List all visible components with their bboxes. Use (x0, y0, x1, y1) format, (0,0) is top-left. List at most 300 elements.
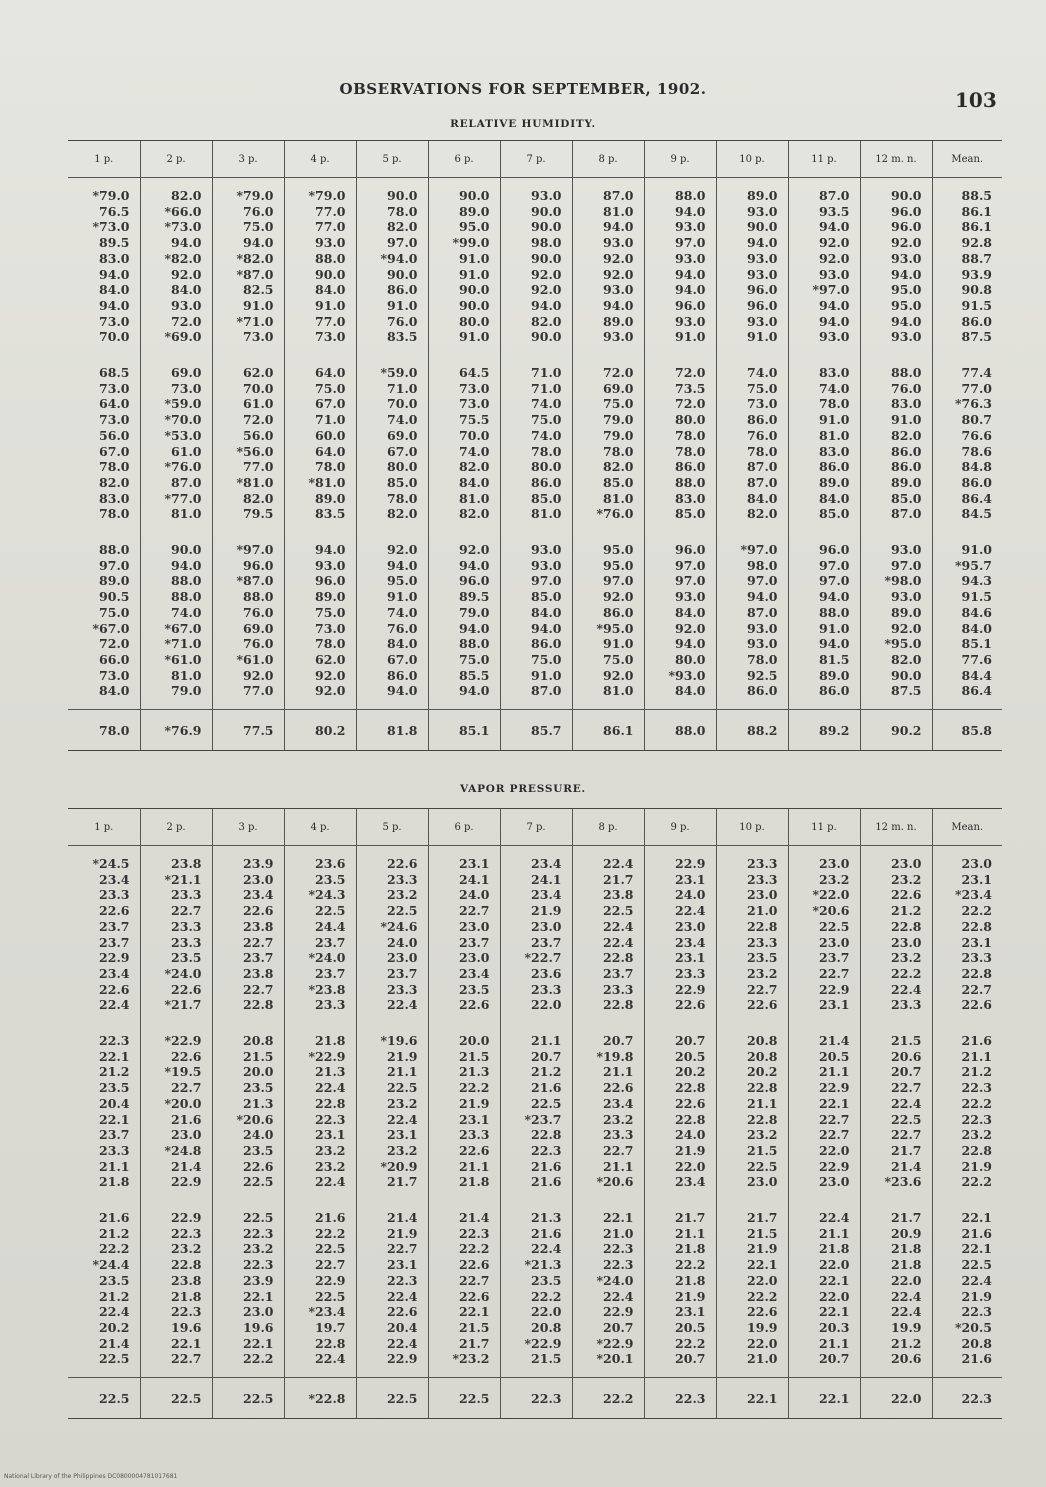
humidity-value: 91.5 (961, 589, 992, 605)
humidity-value: 86.0 (819, 459, 850, 475)
humidity-value: 75.0 (603, 651, 634, 667)
humidity-value: 84.6 (961, 604, 992, 620)
vapor-value: 20.8 (243, 1033, 274, 1049)
vapor-value: 22.5 (315, 903, 346, 919)
vapor-value-stack (501, 1210, 572, 1367)
vapor-column-header: 12 m. n. (860, 809, 932, 846)
vapor-value: 20.5 (819, 1048, 850, 1064)
vapor-spacer-cell (932, 1190, 1002, 1210)
humidity-value: 78.0 (315, 636, 346, 652)
vapor-value: 21.6 (531, 1158, 562, 1174)
vapor-value: *20.6 (596, 1174, 634, 1190)
humidity-value: 92.0 (603, 266, 634, 282)
humidity-value: 88.0 (675, 474, 706, 490)
humidity-value: 76.5 (99, 203, 130, 219)
humidity-value: 71.0 (387, 380, 418, 396)
humidity-value: 83.0 (819, 365, 850, 381)
humidity-value: 87.0 (171, 474, 202, 490)
humidity-value: 91.0 (747, 329, 778, 345)
humidity-value-stack (357, 542, 428, 699)
vapor-value: 22.2 (99, 1241, 130, 1257)
humidity-value: 90.0 (387, 188, 418, 203)
vapor-value: 21.6 (961, 1033, 992, 1049)
vapor-value: 22.0 (819, 1288, 850, 1304)
vapor-value-stack (357, 1033, 428, 1190)
humidity-value: 88.5 (961, 188, 992, 203)
vapor-value: 23.3 (747, 856, 778, 871)
vapor-value: *20.9 (380, 1158, 418, 1174)
vapor-column-cell (788, 1033, 860, 1190)
vapor-column-cell (860, 1210, 932, 1367)
humidity-column-header: 6 p. (428, 141, 500, 178)
humidity-value: 86.0 (961, 474, 992, 490)
humidity-spacer-cell (644, 699, 716, 710)
vapor-value-stack (573, 1210, 644, 1367)
humidity-value: 88.0 (315, 250, 346, 266)
humidity-value: 87.0 (531, 683, 562, 699)
vapor-value: 22.4 (315, 1080, 346, 1096)
vapor-value: 20.2 (99, 1319, 130, 1335)
vapor-value: 21.6 (171, 1111, 202, 1127)
vapor-value-stack (141, 1210, 212, 1367)
vapor-value: 22.9 (819, 1080, 850, 1096)
vapor-spacer-cell (500, 1013, 572, 1033)
humidity-value-stack (429, 188, 500, 345)
vapor-value: 24.0 (243, 1127, 274, 1143)
humidity-value: 86.0 (819, 683, 850, 699)
vapor-value: 23.2 (387, 887, 418, 903)
vapor-value: 22.3 (961, 1304, 992, 1320)
vapor-column-cell (68, 1210, 140, 1367)
vapor-value: 22.6 (387, 856, 418, 871)
vapor-value: 23.2 (603, 1111, 634, 1127)
vapor-value: 21.3 (315, 1064, 346, 1080)
vapor-value-stack (357, 1210, 428, 1367)
vapor-value: 23.8 (171, 1272, 202, 1288)
humidity-value: 78.0 (99, 459, 130, 475)
humidity-value: 94.0 (387, 557, 418, 573)
vapor-value: 22.2 (961, 1174, 992, 1190)
vapor-value: *23.4 (955, 887, 992, 903)
humidity-spacer-cell (68, 699, 140, 710)
vapor-value: 21.8 (171, 1288, 202, 1304)
humidity-value: 94.0 (603, 297, 634, 313)
humidity-value: 73.0 (99, 313, 130, 329)
humidity-value: 76.0 (387, 313, 418, 329)
humidity-spacer-cell (932, 522, 1002, 542)
vapor-mean-value: 22.3 (932, 1378, 1002, 1419)
humidity-value: 73.0 (171, 380, 202, 396)
humidity-value: 91.0 (891, 412, 922, 428)
vapor-value: 23.1 (961, 934, 992, 950)
humidity-column-cell (644, 542, 716, 699)
vapor-value: 21.7 (675, 1210, 706, 1226)
humidity-value: 94.0 (891, 266, 922, 282)
humidity-value-stack (933, 365, 1003, 522)
vapor-value: 22.1 (243, 1288, 274, 1304)
vapor-value: 20.9 (891, 1225, 922, 1241)
humidity-value: 91.0 (961, 542, 992, 558)
vapor-value: 22.7 (243, 981, 274, 997)
humidity-spacer-cell (716, 345, 788, 365)
humidity-value: 75.0 (315, 380, 346, 396)
vapor-value: 22.5 (747, 1158, 778, 1174)
humidity-column-header: 10 p. (716, 141, 788, 178)
vapor-value: *24.0 (596, 1272, 634, 1288)
humidity-value: *82.0 (236, 250, 274, 266)
vapor-column-cell (500, 1033, 572, 1190)
vapor-value: 22.6 (99, 981, 130, 997)
humidity-value: 93.0 (891, 250, 922, 266)
vapor-column-cell (140, 1033, 212, 1190)
vapor-value: 21.2 (891, 1335, 922, 1351)
humidity-value: 93.0 (603, 329, 634, 345)
vapor-column-header: 9 p. (644, 809, 716, 846)
humidity-value: 93.0 (531, 542, 562, 558)
vapor-column-cell (860, 856, 932, 1013)
vapor-value: 21.4 (387, 1210, 418, 1226)
vapor-value: 21.2 (99, 1064, 130, 1080)
humidity-value: 86.0 (891, 443, 922, 459)
vapor-column-cell (356, 1033, 428, 1190)
humidity-value: 69.0 (171, 365, 202, 381)
humidity-column-cell (932, 542, 1002, 699)
humidity-value: 86.0 (747, 412, 778, 428)
humidity-column-cell (140, 542, 212, 699)
vapor-value: 23.0 (459, 918, 490, 934)
humidity-value: 93.0 (891, 329, 922, 345)
humidity-value-stack (213, 542, 284, 699)
vapor-spacer-cell (572, 846, 644, 857)
humidity-value: 84.0 (747, 490, 778, 506)
humidity-spacer-cell (140, 345, 212, 365)
vapor-data-block (68, 856, 1002, 1013)
vapor-value: 20.7 (675, 1351, 706, 1367)
humidity-value: 95.0 (603, 557, 634, 573)
humidity-value: 94.0 (747, 589, 778, 605)
vapor-value: 21.1 (603, 1158, 634, 1174)
humidity-value-stack (429, 542, 500, 699)
humidity-value: 78.0 (315, 459, 346, 475)
vapor-value: 22.9 (315, 1272, 346, 1288)
humidity-value: *59.0 (380, 365, 418, 381)
humidity-value: 82.0 (531, 313, 562, 329)
humidity-value: 94.0 (819, 636, 850, 652)
vapor-spacer-cell (644, 1013, 716, 1033)
humidity-value: 78.0 (531, 443, 562, 459)
vapor-mean-value: 22.5 (140, 1378, 212, 1419)
humidity-value: 92.0 (315, 683, 346, 699)
humidity-value-stack (933, 188, 1003, 345)
vapor-column-header: 5 p. (356, 809, 428, 846)
humidity-value: 64.5 (459, 365, 490, 381)
vapor-value-stack (645, 1210, 716, 1367)
vapor-value: 22.0 (819, 1257, 850, 1273)
humidity-column-cell (500, 365, 572, 522)
vapor-value: 22.7 (819, 1111, 850, 1127)
humidity-spacer-cell (284, 699, 356, 710)
vapor-value-stack (717, 856, 788, 1013)
humidity-mean-value: 85.7 (500, 710, 572, 751)
vapor-column-cell (644, 1033, 716, 1190)
humidity-value: 82.5 (243, 282, 274, 298)
vapor-spacer-cell (212, 846, 284, 857)
vapor-column-cell (572, 1210, 644, 1367)
humidity-value: 92.0 (531, 282, 562, 298)
humidity-value: 91.0 (819, 620, 850, 636)
vapor-value: 22.2 (961, 1095, 992, 1111)
vapor-value: 23.2 (243, 1241, 274, 1257)
humidity-spacer-cell (788, 345, 860, 365)
humidity-column-header: 5 p. (356, 141, 428, 178)
vapor-value: *24.3 (308, 887, 346, 903)
humidity-value: 93.0 (891, 589, 922, 605)
humidity-value: 70.0 (459, 427, 490, 443)
vapor-spacer-cell (140, 1367, 212, 1378)
humidity-value-stack (573, 188, 644, 345)
humidity-value: 97.0 (675, 235, 706, 251)
vapor-spacer-cell (932, 1367, 1002, 1378)
humidity-value: 71.0 (531, 365, 562, 381)
humidity-value: 69.0 (387, 427, 418, 443)
humidity-value: 93.0 (747, 620, 778, 636)
humidity-value: 93.0 (747, 266, 778, 282)
vapor-value-stack (68, 1210, 140, 1367)
humidity-spacer-cell (140, 522, 212, 542)
vapor-value: 19.6 (243, 1319, 274, 1335)
vapor-value: 21.1 (531, 1033, 562, 1049)
vapor-value: 22.5 (891, 1111, 922, 1127)
humidity-value: 94.0 (531, 620, 562, 636)
vapor-value: 21.9 (387, 1225, 418, 1241)
vapor-value: 23.4 (243, 887, 274, 903)
humidity-column-header: 9 p. (644, 141, 716, 178)
vapor-value: 23.7 (315, 934, 346, 950)
vapor-value: 23.5 (243, 1080, 274, 1096)
humidity-column-cell (644, 365, 716, 522)
vapor-value: 21.1 (819, 1335, 850, 1351)
humidity-value: 93.0 (747, 636, 778, 652)
vapor-value: 19.6 (171, 1319, 202, 1335)
humidity-value: 85.0 (891, 490, 922, 506)
vapor-value: 23.4 (675, 1174, 706, 1190)
humidity-value: 82.0 (387, 506, 418, 522)
vapor-value: 23.0 (387, 950, 418, 966)
humidity-value: *59.0 (164, 396, 202, 412)
vapor-spacer-cell (572, 1013, 644, 1033)
humidity-value: 94.0 (819, 313, 850, 329)
vapor-value: 23.4 (99, 871, 130, 887)
vapor-column-cell (644, 856, 716, 1013)
humidity-value: 86.0 (891, 459, 922, 475)
humidity-spacer-cell (212, 699, 284, 710)
vapor-value: *24.5 (92, 856, 130, 871)
humidity-spacer-cell (788, 178, 860, 189)
vapor-value: 23.3 (747, 934, 778, 950)
vapor-spacer-cell (860, 1190, 932, 1210)
humidity-value: 93.0 (315, 557, 346, 573)
page-title: OBSERVATIONS FOR SEPTEMBER, 1902. (339, 80, 707, 98)
vapor-value: 23.5 (99, 1272, 130, 1288)
humidity-value: *87.0 (236, 266, 274, 282)
vapor-value: 20.0 (243, 1064, 274, 1080)
vapor-value: 22.1 (99, 1111, 130, 1127)
vapor-spacer-cell (356, 1190, 428, 1210)
vapor-column-header: 1 p. (68, 809, 140, 846)
humidity-value: 79.0 (459, 604, 490, 620)
vapor-value: 23.4 (531, 856, 562, 871)
humidity-value: 78.0 (99, 506, 130, 522)
humidity-value-stack (789, 188, 860, 345)
vapor-value: 23.5 (747, 950, 778, 966)
vapor-value: *20.1 (596, 1351, 634, 1367)
vapor-value: 20.8 (747, 1033, 778, 1049)
humidity-column-cell (212, 188, 284, 345)
humidity-value: 95.0 (603, 542, 634, 558)
humidity-value: 79.0 (603, 427, 634, 443)
vapor-value: 22.6 (675, 997, 706, 1013)
vapor-value-stack (501, 856, 572, 1013)
vapor-spacer-cell (644, 1190, 716, 1210)
humidity-mean-value: 81.8 (356, 710, 428, 751)
vapor-value: 20.7 (891, 1064, 922, 1080)
humidity-spacer-cell (788, 522, 860, 542)
vapor-value: 21.9 (675, 1288, 706, 1304)
humidity-section-title: RELATIVE HUMIDITY. (450, 118, 596, 130)
humidity-value: 92.0 (603, 667, 634, 683)
humidity-column-cell (428, 365, 500, 522)
humidity-value: 83.0 (675, 490, 706, 506)
vapor-value: 21.6 (531, 1080, 562, 1096)
vapor-value: 23.2 (891, 950, 922, 966)
humidity-column-cell (140, 188, 212, 345)
humidity-value: *77.0 (164, 490, 202, 506)
humidity-spacer-cell (284, 345, 356, 365)
humidity-value: 78.0 (819, 396, 850, 412)
vapor-value: 23.1 (387, 1257, 418, 1273)
vapor-spacer-cell (716, 1367, 788, 1378)
vapor-column-cell (284, 1210, 356, 1367)
humidity-value-stack (861, 188, 932, 345)
humidity-value: 84.0 (315, 282, 346, 298)
humidity-value: 91.0 (675, 329, 706, 345)
humidity-value: 84.0 (531, 604, 562, 620)
humidity-column-cell (212, 365, 284, 522)
vapor-value: 22.5 (603, 903, 634, 919)
humidity-value: 80.7 (961, 412, 992, 428)
humidity-value: 86.1 (961, 219, 992, 235)
humidity-value: 98.0 (747, 557, 778, 573)
humidity-value: 97.0 (99, 557, 130, 573)
humidity-column-cell (284, 188, 356, 345)
vapor-value: *24.4 (92, 1257, 130, 1273)
humidity-value: 89.0 (819, 667, 850, 683)
humidity-value: 90.0 (171, 542, 202, 558)
humidity-spacer-cell (716, 178, 788, 189)
vapor-column-cell (716, 1033, 788, 1190)
vapor-spacer-row (68, 1190, 1002, 1210)
humidity-value: 91.0 (387, 297, 418, 313)
vapor-pressure-table (68, 808, 1002, 1419)
vapor-value: 22.2 (531, 1288, 562, 1304)
vapor-value: 24.0 (459, 887, 490, 903)
vapor-value: 22.6 (603, 1080, 634, 1096)
humidity-value: *61.0 (164, 651, 202, 667)
vapor-value: 20.7 (675, 1033, 706, 1049)
humidity-spacer-cell (572, 522, 644, 542)
humidity-value: 81.0 (531, 506, 562, 522)
humidity-column-cell (860, 188, 932, 345)
humidity-value: 85.5 (459, 667, 490, 683)
humidity-value: 78.6 (961, 443, 992, 459)
humidity-value: 96.0 (315, 573, 346, 589)
vapor-value: 22.1 (171, 1335, 202, 1351)
vapor-spacer-cell (428, 1190, 500, 1210)
vapor-value: 21.0 (747, 1351, 778, 1367)
humidity-value: 87.0 (603, 188, 634, 203)
humidity-value-stack (285, 542, 356, 699)
humidity-value: 64.0 (99, 396, 130, 412)
vapor-value: 23.4 (99, 965, 130, 981)
vapor-spacer-cell (68, 1190, 140, 1210)
vapor-value: 22.8 (961, 918, 992, 934)
humidity-value: 75.0 (459, 651, 490, 667)
humidity-value: 73.0 (459, 396, 490, 412)
vapor-spacer-cell (140, 1013, 212, 1033)
humidity-column-header: 2 p. (140, 141, 212, 178)
vapor-column-header: 7 p. (500, 809, 572, 846)
relative-humidity-table (68, 140, 1002, 751)
humidity-value: 82.0 (99, 474, 130, 490)
vapor-value: 23.0 (459, 950, 490, 966)
humidity-value: 86.4 (961, 683, 992, 699)
humidity-value: 82.0 (387, 219, 418, 235)
humidity-value: 83.0 (99, 490, 130, 506)
vapor-value: 23.0 (891, 856, 922, 871)
humidity-value: 89.0 (459, 203, 490, 219)
vapor-value: *20.0 (164, 1095, 202, 1111)
humidity-mean-value: 80.2 (284, 710, 356, 751)
humidity-value: 61.0 (243, 396, 274, 412)
vapor-value: 22.8 (603, 997, 634, 1013)
humidity-header-row (68, 141, 1002, 178)
humidity-value: 97.0 (891, 557, 922, 573)
humidity-value: 87.0 (891, 506, 922, 522)
humidity-value: 94.0 (171, 557, 202, 573)
humidity-value: *98.0 (884, 573, 922, 589)
humidity-column-cell (284, 542, 356, 699)
humidity-value: 96.0 (675, 542, 706, 558)
humidity-value: 93.0 (747, 203, 778, 219)
vapor-value: 21.9 (387, 1048, 418, 1064)
vapor-value: 23.3 (603, 1127, 634, 1143)
vapor-column-cell (212, 856, 284, 1013)
vapor-value-stack (285, 1210, 356, 1367)
vapor-value: 21.1 (459, 1158, 490, 1174)
humidity-value: *95.0 (596, 620, 634, 636)
humidity-value: 76.0 (243, 604, 274, 620)
humidity-value: *94.0 (380, 250, 418, 266)
vapor-value: 22.3 (603, 1241, 634, 1257)
vapor-value: 21.0 (603, 1225, 634, 1241)
vapor-spacer-cell (68, 846, 140, 857)
vapor-value: 22.8 (747, 1080, 778, 1096)
humidity-value: 93.0 (171, 297, 202, 313)
vapor-value: 20.4 (99, 1095, 130, 1111)
vapor-column-cell (860, 1033, 932, 1190)
humidity-value-stack (213, 188, 284, 345)
vapor-value: 22.8 (675, 1080, 706, 1096)
